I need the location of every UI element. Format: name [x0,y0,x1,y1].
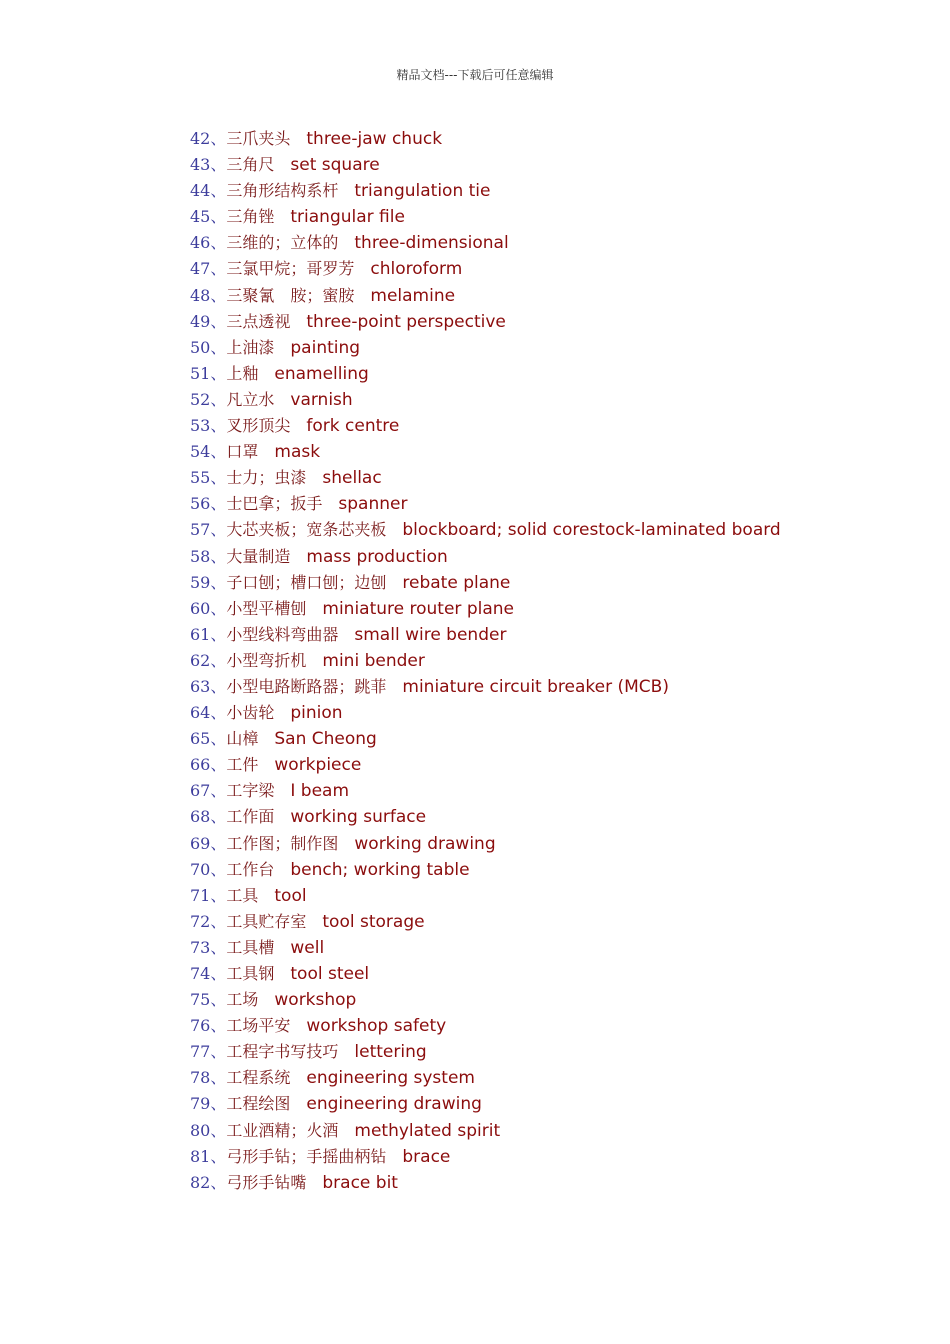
glossary-entry [190,491,781,517]
entry-number: 57 [190,520,211,540]
entry-english-term: engineering system [306,1068,475,1089]
entry-separator: 、 [210,1094,227,1114]
entry-separator: 、 [210,285,227,305]
entry-english-term: melamine [370,285,456,306]
entry-number: 47 [190,259,211,279]
glossary-list [190,126,781,1196]
entry-separator: 、 [210,389,227,409]
entry-english-term: spanner [338,494,408,515]
glossary-entry [190,961,781,987]
glossary-entry [190,517,781,543]
glossary-entry [190,1170,781,1196]
entry-separator: 、 [210,833,227,853]
entry-english-term: three-dimensional [354,233,509,254]
entry-chinese-term: 工程字书写技巧 [226,1042,339,1062]
entry-number: 49 [190,311,211,331]
entry-separator: 、 [210,181,227,201]
entry-separator: 、 [210,990,227,1010]
entry-chinese-term: 三点透视 [226,311,291,331]
entry-chinese-term: 工场 [226,990,259,1010]
entry-chinese-term: 工作图；制作图 [226,833,339,853]
entry-number: 79 [190,1094,211,1114]
entry-chinese-term: 上油漆 [226,337,275,357]
entry-chinese-term: 山樟 [226,729,259,749]
entry-english-term: engineering drawing [306,1094,482,1115]
entry-english-term: blockboard; solid corestock-laminated board [402,520,781,541]
entry-number: 81 [190,1146,211,1166]
entry-chinese-term: 士力；虫漆 [226,468,307,488]
entry-separator: 、 [210,1016,227,1036]
entry-number: 64 [190,703,211,723]
entry-chinese-term: 大量制造 [226,546,291,566]
entry-number: 61 [190,624,211,644]
entry-number: 65 [190,729,211,749]
entry-english-term: shellac [322,468,382,489]
entry-number: 73 [190,937,211,957]
entry-english-term: tool storage [322,911,425,932]
entry-chinese-term: 子口刨；槽口刨；边刨 [226,572,387,592]
entry-chinese-term: 口罩 [226,442,259,462]
entry-separator: 、 [210,885,227,905]
glossary-entry [190,883,781,909]
entry-chinese-term: 叉形顶尖 [226,416,291,436]
entry-english-term: brace bit [322,1172,398,1193]
entry-separator: 、 [210,494,227,514]
glossary-entry [190,126,781,152]
entry-separator: 、 [210,129,227,148]
entry-chinese-term: 工具钢 [226,964,275,983]
entry-chinese-term: 弓形手钻；手摇曲柄钻 [226,1146,387,1166]
entry-separator: 、 [210,546,227,566]
entry-number: 50 [190,337,211,357]
entry-chinese-term: 上釉 [226,363,259,383]
entry-english-term: methylated spirit [354,1120,501,1141]
entry-chinese-term: 小型电路断路器；跳菲 [226,676,387,696]
entry-english-term: well [290,937,325,958]
entry-chinese-term: 工程绘图 [226,1094,291,1114]
glossary-entry [190,831,781,857]
entry-english-term: mask [274,442,321,463]
entry-english-term: workshop [274,990,357,1011]
glossary-entry [190,1065,781,1091]
entry-chinese-term: 三角尺 [226,155,275,175]
entry-english-term: miniature circuit breaker (MCB) [402,676,669,697]
glossary-entry [190,283,781,309]
entry-english-term: enamelling [274,363,369,384]
entry-number: 62 [190,650,211,670]
entry-number: 70 [190,859,211,879]
entry-english-term: set square [290,155,380,176]
entry-chinese-term: 三爪夹头 [226,129,291,148]
entry-number: 69 [190,833,211,853]
entry-number: 71 [190,885,211,905]
entry-number: 56 [190,494,211,514]
glossary-entry [190,726,781,752]
entry-separator: 、 [210,911,227,931]
entry-english-term: miniature router plane [322,598,514,619]
entry-separator: 、 [210,337,227,357]
entry-number: 42 [190,129,211,148]
glossary-entry [190,309,781,335]
glossary-entry [190,1118,781,1144]
entry-chinese-term: 工具槽 [226,937,275,957]
entry-number: 78 [190,1068,211,1088]
entry-number: 77 [190,1042,211,1062]
entry-number: 60 [190,598,211,618]
glossary-entry [190,674,781,700]
glossary-entry [190,387,781,413]
entry-separator: 、 [210,1172,227,1192]
entry-english-term: three-point perspective [306,311,506,332]
glossary-entry [190,909,781,935]
entry-number: 55 [190,468,211,488]
entry-english-term: varnish [290,389,353,410]
entry-english-term: three-jaw chuck [306,129,443,149]
entry-separator: 、 [210,1146,227,1166]
glossary-entry [190,1013,781,1039]
entry-chinese-term: 小型弯折机 [226,650,307,670]
entry-english-term: I beam [290,781,350,802]
glossary-entry [190,1039,781,1065]
entry-chinese-term: 弓形手钻嘴 [226,1172,307,1192]
entry-english-term: working surface [290,807,427,828]
entry-chinese-term: 三角形结构系杆 [226,181,339,201]
entry-separator: 、 [210,155,227,175]
entry-number: 44 [190,181,211,201]
entry-english-term: brace [402,1146,451,1167]
entry-chinese-term: 小型平槽刨 [226,598,307,618]
glossary-entry [190,778,781,804]
entry-number: 51 [190,363,211,383]
entry-number: 63 [190,676,211,696]
entry-english-term: pinion [290,703,343,724]
entry-separator: 、 [210,650,227,670]
entry-english-term: painting [290,337,361,358]
entry-number: 52 [190,389,211,409]
entry-separator: 、 [210,624,227,644]
entry-separator: 、 [210,755,227,775]
glossary-entry [190,544,781,570]
entry-chinese-term: 大芯夹板；宽条芯夹板 [226,520,387,540]
entry-chinese-term: 工具 [226,885,259,905]
entry-number: 82 [190,1172,211,1192]
entry-english-term: tool steel [290,964,370,984]
entry-number: 54 [190,442,211,462]
entry-number: 66 [190,755,211,775]
entry-separator: 、 [210,572,227,592]
entry-english-term: chloroform [370,259,463,280]
glossary-entry [190,935,781,961]
entry-chinese-term: 工程系统 [226,1068,291,1088]
glossary-entry [190,987,781,1013]
entry-number: 59 [190,572,211,592]
glossary-entry [190,230,781,256]
page-header: 精品文档---下载后可任意编辑 [396,68,554,82]
entry-english-term: mass production [306,546,448,567]
entry-separator: 、 [210,598,227,618]
entry-number: 75 [190,990,211,1010]
glossary-entry [190,752,781,778]
entry-chinese-term: 凡立水 [226,389,275,409]
glossary-entry [190,465,781,491]
entry-separator: 、 [210,442,227,462]
entry-chinese-term: 工业酒精；火酒 [226,1120,339,1140]
entry-separator: 、 [210,781,227,801]
entry-chinese-term: 小齿轮 [226,703,275,723]
entry-chinese-term: 小型线料弯曲器 [226,624,339,644]
glossary-entry [190,570,781,596]
entry-separator: 、 [210,859,227,879]
entry-english-term: triangulation tie [354,181,491,202]
entry-english-term: mini bender [322,650,425,671]
glossary-entry [190,648,781,674]
entry-english-term: lettering [354,1042,427,1063]
entry-separator: 、 [210,311,227,331]
entry-separator: 、 [210,703,227,723]
glossary-entry [190,439,781,465]
entry-separator: 、 [210,259,227,279]
entry-english-term: bench; working table [290,859,470,880]
glossary-entry [190,256,781,282]
entry-number: 43 [190,155,211,175]
glossary-entry [190,596,781,622]
entry-number: 53 [190,416,211,436]
glossary-entry [190,361,781,387]
entry-number: 76 [190,1016,211,1036]
entry-english-term: fork centre [306,416,400,437]
entry-separator: 、 [210,964,227,983]
entry-chinese-term: 工场平安 [226,1016,291,1036]
glossary-entry [190,178,781,204]
entry-separator: 、 [210,729,227,749]
glossary-entry [190,622,781,648]
glossary-entry [190,1144,781,1170]
glossary-entry [190,413,781,439]
glossary-entry [190,1091,781,1117]
entry-separator: 、 [210,520,227,540]
glossary-entry [190,857,781,883]
entry-number: 45 [190,207,211,227]
entry-number: 58 [190,546,211,566]
entry-separator: 、 [210,416,227,436]
entry-chinese-term: 工件 [226,755,259,775]
entry-english-term: tool [274,885,307,906]
entry-separator: 、 [210,1120,227,1140]
entry-chinese-term: 工具贮存室 [226,911,307,931]
entry-number: 74 [190,964,211,983]
entry-number: 48 [190,285,211,305]
entry-separator: 、 [210,676,227,696]
entry-chinese-term: 工作台 [226,859,275,879]
entry-separator: 、 [210,207,227,227]
entry-number: 46 [190,233,211,253]
entry-english-term: triangular file [290,207,405,228]
glossary-entry [190,152,781,178]
entry-chinese-term: 工作面 [226,807,275,827]
entry-chinese-term: 三维的；立体的 [226,233,339,253]
entry-english-term: workshop safety [306,1016,447,1037]
entry-number: 68 [190,807,211,827]
entry-chinese-term: 三角锉 [226,207,275,227]
entry-chinese-term: 三聚氰 胺；蜜胺 [226,285,355,305]
entry-chinese-term: 工字梁 [226,781,275,801]
entry-separator: 、 [210,807,227,827]
entry-number: 67 [190,781,211,801]
glossary-entry [190,204,781,230]
entry-chinese-term: 士巴拿；扳手 [226,494,323,514]
entry-separator: 、 [210,233,227,253]
entry-separator: 、 [210,468,227,488]
entry-chinese-term: 三氯甲烷；哥罗芳 [226,259,355,279]
glossary-entry [190,335,781,361]
entry-separator: 、 [210,1042,227,1062]
entry-number: 72 [190,911,211,931]
entry-english-term: San Cheong [274,729,377,750]
glossary-entry [190,804,781,830]
entry-separator: 、 [210,1068,227,1088]
entry-english-term: rebate plane [402,572,511,593]
glossary-entry [190,700,781,726]
entry-separator: 、 [210,937,227,957]
entry-english-term: workpiece [274,755,362,776]
entry-english-term: working drawing [354,833,496,854]
entry-english-term: small wire bender [354,624,507,645]
entry-number: 80 [190,1120,211,1140]
entry-separator: 、 [210,363,227,383]
